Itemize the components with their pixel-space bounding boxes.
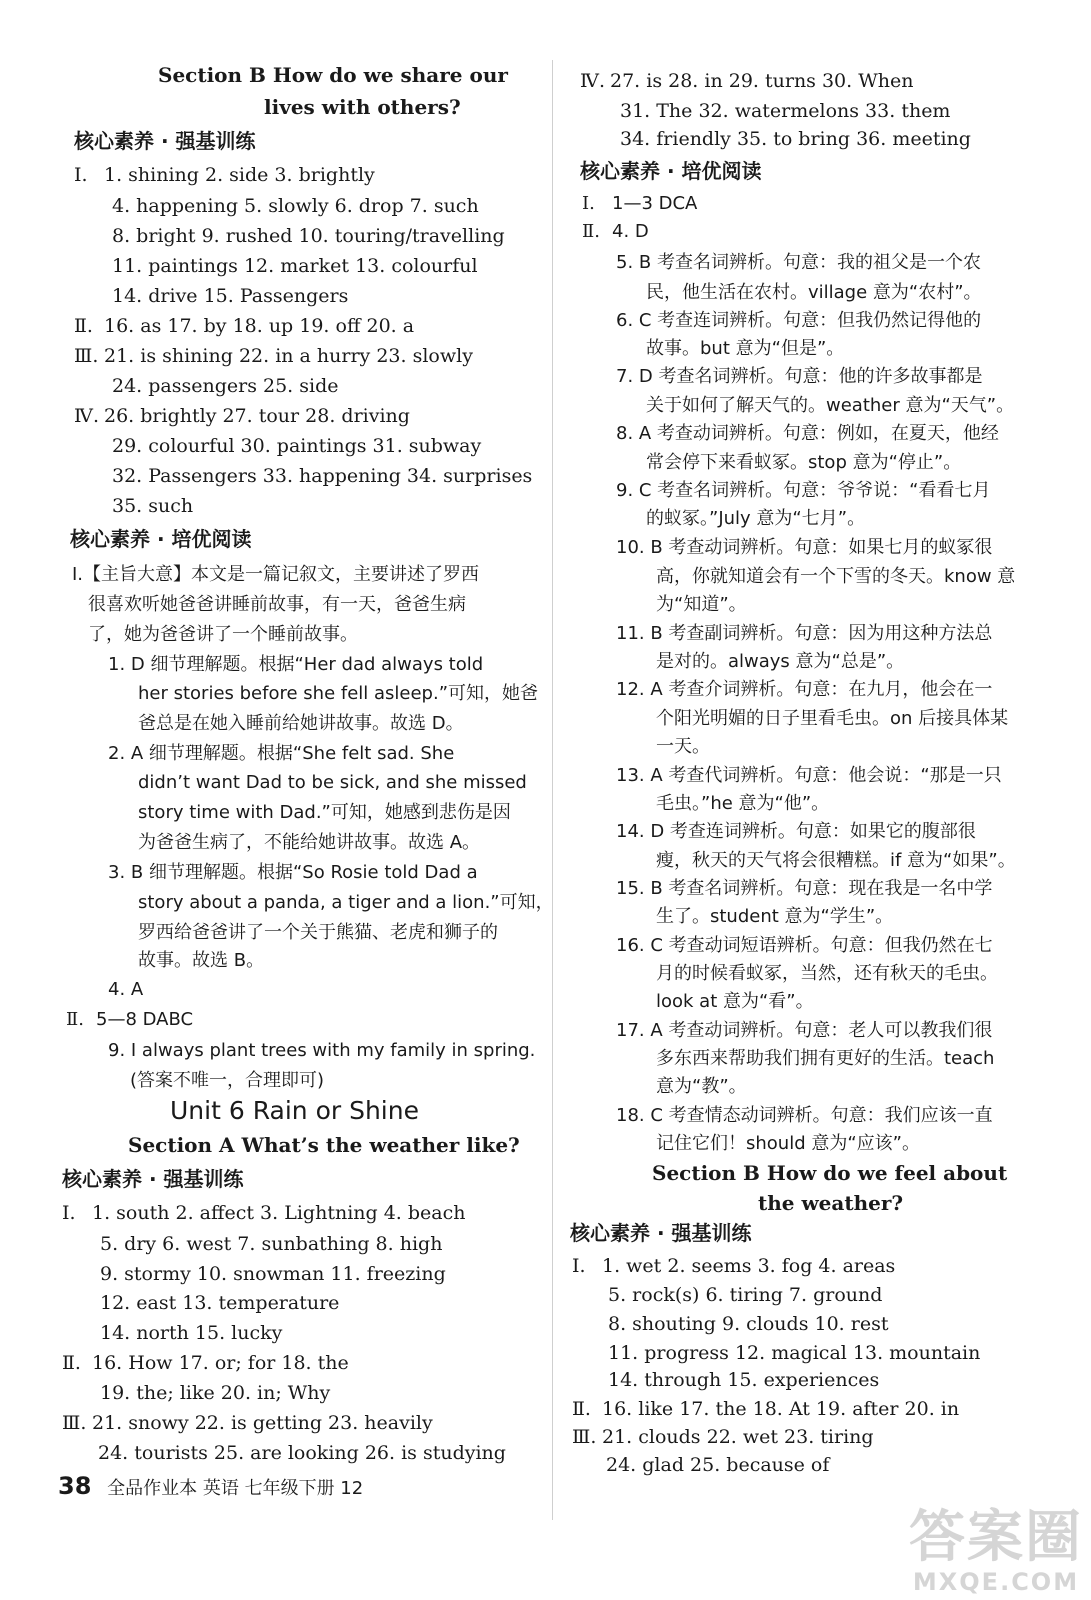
reading-answer: Ⅱ. 5—8 DABC <box>66 1007 193 1033</box>
roman-numeral: Ⅲ. <box>572 1426 597 1448</box>
reading-answer: 为爸爸生病了，不能给她讲故事。故选 A。 <box>138 832 481 853</box>
roman-numeral: Ⅰ. <box>74 164 88 186</box>
reading-answer: 6. C 考查连词辨析。句意：但我仍然记得他的 <box>616 310 982 331</box>
reading-answer: 8. A 考查动词辨析。句意：例如，在夏天，他经 <box>616 423 999 444</box>
reading-answer: 常会停下来看蚁冢。stop 意为“停止”。 <box>646 452 962 473</box>
watermark-logo <box>909 1505 1083 1596</box>
heading-basic-training: 核心素养 · 强基训练 <box>570 1221 752 1245</box>
reading-answer: 民，他生活在农村。village 意为“农村”。 <box>646 282 982 303</box>
unit-title: Unit 6 Rain or Shine <box>170 1096 419 1125</box>
answer-line: 11. paintings 12. market 13. colourful <box>112 255 478 277</box>
reading-summary: 了，她为爸爸讲了一个睡前故事。 <box>88 624 358 645</box>
answer-line: 14. through 15. experiences <box>608 1369 880 1391</box>
roman-numeral: Ⅱ. <box>74 315 93 337</box>
reading-answer: 爸总是在她入睡前给她讲故事。故选 D。 <box>138 713 464 734</box>
roman-numeral: Ⅲ. <box>74 345 99 367</box>
section-a-title: Section A What’s the weather like? <box>128 1133 520 1157</box>
answer-line: 29. colourful 30. paintings 31. subway <box>112 435 482 457</box>
section-b-title-line1: Section B How do we share our <box>158 63 508 87</box>
answer-line: Ⅲ. 21. clouds 22. wet 23. tiring <box>572 1426 874 1448</box>
reading-answer: 故事。but 意为“但是”。 <box>646 338 845 359</box>
reading-answer: 高，你就知道会有一个下雪的冬天。know 意 <box>656 566 1016 587</box>
footer-book-title: 全品作业本 英语 七年级下册 12 <box>107 1478 364 1499</box>
watermark-url: MXQE.COM <box>912 1568 1080 1596</box>
answer-line: 34. friendly 35. to bring 36. meeting <box>620 128 971 150</box>
answer-line: 5. rock(s) 6. tiring 7. ground <box>608 1284 883 1306</box>
reading-answer: 12. A 考查介词辨析。句意：在九月，他会在一 <box>616 679 993 700</box>
answer-line: Ⅰ. 1. wet 2. seems 3. fog 4. areas <box>572 1255 896 1277</box>
reading-answer: 瘦，秋天的天气将会很糟糕。if 意为“如果”。 <box>656 850 1016 871</box>
reading-answer: 13. A 考查代词辨析。句意：他会说：“那是一只 <box>616 765 1002 786</box>
answer-line: 9. stormy 10. snowman 11. freezing <box>100 1263 446 1285</box>
reading-answer: 15. B 考查名词辨析。句意：现在我是一名中学 <box>616 878 993 899</box>
reading-answer: 2. A 细节理解题。根据“She felt sad. She <box>108 743 455 764</box>
reading-answer: 一天。 <box>656 736 710 757</box>
reading-answer: 16. C 考查动词短语辨析。句意：但我仍然在七 <box>616 935 993 956</box>
answer-line: 8. shouting 9. clouds 10. rest <box>608 1313 889 1335</box>
answer-line: 32. Passengers 33. happening 34. surprises <box>112 465 533 487</box>
reading-answer: 罗西给爸爸讲了一个关于熊猫、老虎和狮子的 <box>138 922 498 943</box>
reading-answer: 多东西来帮助我们拥有更好的生活。teach <box>656 1048 995 1069</box>
reading-answer: story time with Dad.”可知，她感到悲伤是因 <box>138 802 511 823</box>
reading-answer: 7. D 考查名词辨析。句意：他的许多故事都是 <box>616 366 983 387</box>
reading-answer: 4. A <box>108 979 144 1000</box>
reading-answer: (答案不唯一，合理即可) <box>130 1070 325 1091</box>
answer-line: Ⅳ. 26. brightly 27. tour 28. driving <box>74 405 410 427</box>
reading-answer: look at 意为“看”。 <box>656 991 814 1012</box>
section-b-title-line2: lives with others? <box>264 95 461 119</box>
reading-answer: 5. B 考查名词辨析。句意：我的祖父是一个农 <box>616 252 981 273</box>
answer-line: 35. such <box>112 495 194 517</box>
section-b-title-line2: the weather? <box>758 1191 904 1215</box>
answer-line: Ⅱ. 16. How 17. or; for 18. the <box>62 1352 349 1374</box>
answer-line: Ⅳ. 27. is 28. in 29. turns 30. When <box>580 70 914 92</box>
answer-line: Ⅰ. 1. shining 2. side 3. brightly <box>74 164 375 186</box>
answer-line: 24. glad 25. because of <box>606 1454 830 1476</box>
reading-answer: story about a panda, a tiger and a lion.”可知， <box>138 892 554 913</box>
page-footer <box>58 1472 363 1500</box>
answer-line: 24. tourists 25. are looking 26. is studying <box>98 1442 506 1464</box>
answer-line: Ⅱ. 16. as 17. by 18. up 19. off 20. a <box>74 315 415 337</box>
reading-answer: 17. A 考查动词辨析。句意：老人可以教我们很 <box>616 1020 993 1041</box>
reading-answer: 3. B 细节理解题。根据“So Rosie told Dad a <box>108 862 478 883</box>
answer-line: 11. progress 12. magical 13. mountain <box>608 1342 981 1364</box>
reading-summary: Ⅰ.【主旨大意】本文是一篇记叙文，主要讲述了罗西 <box>72 564 480 585</box>
roman-numeral: Ⅱ. <box>62 1352 81 1374</box>
answer-line: 8. bright 9. rushed 10. touring/travelling <box>112 225 505 247</box>
reading-answer: 是对的。always 意为“总是”。 <box>656 651 905 672</box>
roman-numeral: Ⅱ. <box>582 221 600 242</box>
roman-numeral: Ⅲ. <box>62 1412 87 1434</box>
roman-numeral: Ⅱ. <box>66 1009 84 1030</box>
reading-answer: 月的时候看蚁冢，当然，还有秋天的毛虫。 <box>656 963 998 984</box>
reading-summary: 很喜欢听她爸爸讲睡前故事，有一天，爸爸生病 <box>88 594 466 615</box>
answer-line: Ⅱ. 16. like 17. the 18. At 19. after 20. in <box>572 1398 960 1420</box>
reading-answer: 为“知道”。 <box>656 594 747 615</box>
answer-line: Ⅲ. 21. snowy 22. is getting 23. heavily <box>62 1412 433 1434</box>
answer-line: 12. east 13. temperature <box>100 1292 340 1314</box>
heading-basic-training: 核心素养 · 强基训练 <box>74 129 256 153</box>
page-number: 38 <box>58 1472 92 1500</box>
reading-answer: 生了。student 意为“学生”。 <box>656 906 894 927</box>
column-divider <box>552 60 553 1520</box>
answer-line: 14. drive 15. Passengers <box>112 285 349 307</box>
roman-numeral: Ⅰ. <box>582 193 595 214</box>
reading-answer: 记住它们！should 意为“应该”。 <box>656 1133 921 1154</box>
answer-line: 24. passengers 25. side <box>112 375 339 397</box>
reading-answer: 14. D 考查连词辨析。句意：如果它的腹部很 <box>616 821 976 842</box>
reading-answer: 关于如何了解天气的。weather 意为“天气”。 <box>646 395 1015 416</box>
reading-answer: her stories before she fell asleep.”可知，她爸 <box>138 683 539 704</box>
answer-line: 5. dry 6. west 7. sunbathing 8. high <box>100 1233 443 1255</box>
answer-line: 4. happening 5. slowly 6. drop 7. such <box>112 195 479 217</box>
answer-line: 14. north 15. lucky <box>100 1322 283 1344</box>
reading-answer: 18. C 考查情态动词辨析。句意：我们应该一直 <box>616 1105 993 1126</box>
reading-answer: 的蚁冢。”July 意为“七月”。 <box>646 508 866 529</box>
roman-numeral: Ⅳ. <box>580 70 606 92</box>
heading-reading: 核心素养 · 培优阅读 <box>580 159 762 183</box>
roman-numeral: Ⅰ. <box>572 1255 586 1277</box>
section-b-title-line1: Section B How do we feel about <box>652 1161 1008 1185</box>
reading-answer: Ⅰ. 1—3 DCA <box>582 191 697 217</box>
reading-answer: Ⅱ. 4. D <box>582 219 649 245</box>
reading-answer: 1. D 细节理解题。根据“Her dad always told <box>108 654 484 675</box>
reading-answer: 11. B 考查副词辨析。句意：因为用这种方法总 <box>616 623 993 644</box>
heading-basic-training: 核心素养 · 强基训练 <box>62 1167 244 1191</box>
answer-line: Ⅲ. 21. is shining 22. in a hurry 23. slowly <box>74 345 473 367</box>
answer-line: Ⅰ. 1. south 2. affect 3. Lightning 4. beach <box>62 1202 466 1224</box>
reading-answer: 故事。故选 B。 <box>138 950 265 971</box>
answer-line: 31. The 32. watermelons 33. them <box>620 100 951 122</box>
reading-answer: 毛虫。”he 意为“他”。 <box>656 793 830 814</box>
reading-answer: 10. B 考查动词辨析。句意：如果七月的蚁冢很 <box>616 537 993 558</box>
roman-numeral: Ⅳ. <box>74 405 100 427</box>
reading-answer: didn’t want Dad to be sick, and she missed <box>138 772 527 793</box>
roman-numeral: Ⅰ. <box>62 1202 76 1224</box>
reading-answer: 个阳光明媚的日子里看毛虫。on 后接具体某 <box>656 708 1009 729</box>
reading-answer: 9. C 考查名词辨析。句意：爷爷说：“看看七月 <box>616 480 991 501</box>
reading-answer: 9. I always plant trees with my family in spring. <box>108 1040 536 1061</box>
reading-answer: 意为“教”。 <box>656 1076 747 1097</box>
heading-reading: 核心素养 · 培优阅读 <box>70 527 252 551</box>
roman-numeral: Ⅱ. <box>572 1398 591 1420</box>
watermark-text: 答案圈 <box>909 1505 1083 1570</box>
answer-line: 19. the; like 20. in; Why <box>100 1382 331 1404</box>
